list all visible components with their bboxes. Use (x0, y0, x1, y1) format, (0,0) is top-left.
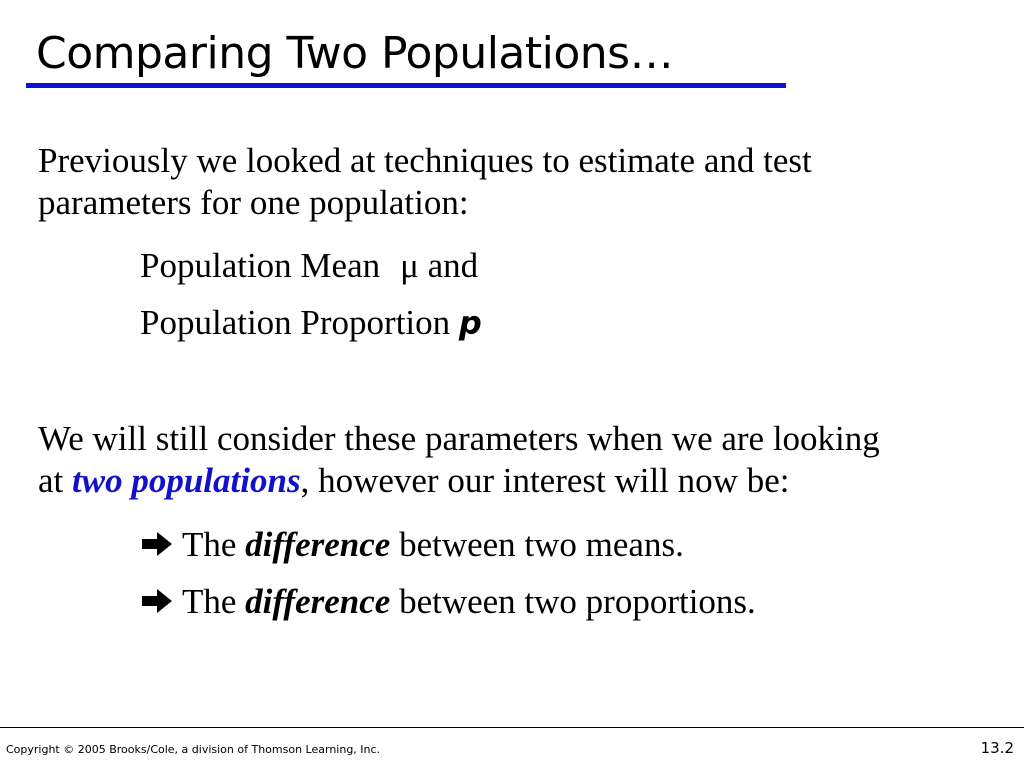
consider-line-1: We will still consider these parameters when we are looking (38, 419, 880, 458)
bullet-emphasis: difference (245, 582, 391, 621)
consider-prefix: at (38, 461, 64, 500)
right-arrow-icon (140, 530, 174, 558)
mu-symbol: μ (400, 246, 419, 285)
intro-paragraph (38, 140, 812, 224)
intro-line-1: Previously we looked at techniques to estimate and test (38, 141, 812, 180)
bullet-prefix: The (182, 525, 237, 564)
p-symbol: p (458, 304, 482, 342)
param-mean-suffix: and (427, 246, 479, 285)
title-underline (26, 83, 786, 88)
right-arrow-icon (140, 587, 174, 615)
bullet-suffix: between two means. (399, 525, 684, 564)
bullet-suffix: between two proportions. (399, 582, 756, 621)
footer-divider (0, 727, 1024, 728)
consider-paragraph (38, 418, 880, 502)
intro-line-2: parameters for one population: (38, 183, 469, 222)
param-mean-label: Population Mean (140, 246, 381, 285)
param-proportion-line (140, 302, 482, 344)
slide-number: 13.2 (980, 739, 1014, 757)
param-mean-line (140, 245, 478, 287)
bullet-difference-proportions (140, 581, 756, 623)
slide-title: Comparing Two Populations… (36, 28, 674, 79)
param-proportion-label: Population Proportion (140, 303, 451, 342)
bullet-prefix: The (182, 582, 237, 621)
bullet-emphasis: difference (245, 525, 391, 564)
consider-suffix: , however our interest will now be: (300, 461, 790, 500)
copyright-notice: Copyright © 2005 Brooks/Cole, a division of Thomson Learning, Inc. (6, 743, 381, 756)
bullet-difference-means (140, 524, 684, 566)
consider-line-2 (38, 460, 880, 502)
two-populations-emphasis: two populations (72, 461, 301, 500)
